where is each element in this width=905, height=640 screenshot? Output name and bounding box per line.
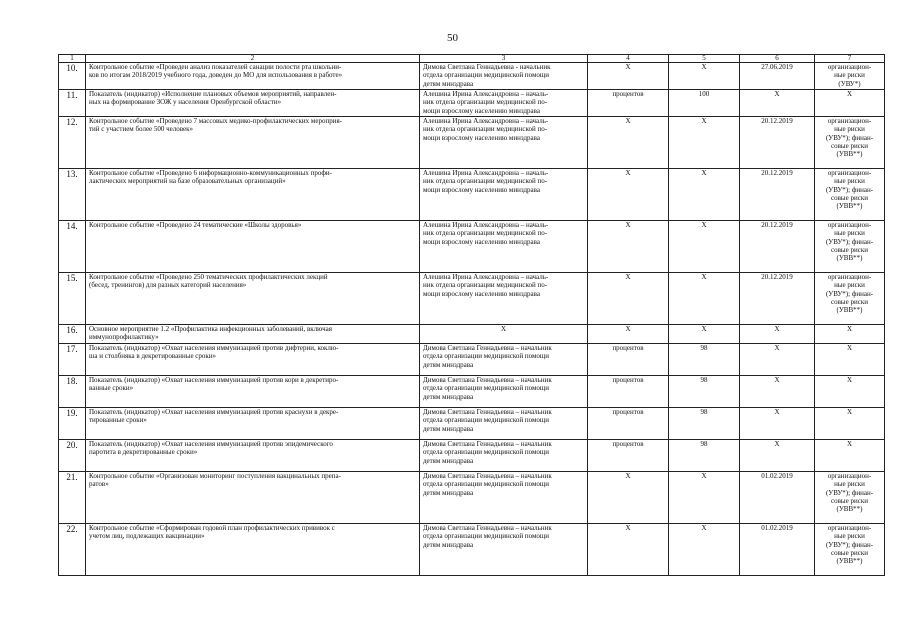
- row-description: Контрольное событие «Проведено 7 массовых медико-профилактических мероприя- тий с участием более 500 человек»: [86, 117, 420, 169]
- row-date: X: [740, 90, 815, 117]
- row-number: 21.: [59, 472, 86, 524]
- row-risks: организацион- ные риски (УВУ*); финан- совые риски (УВВ**): [815, 221, 885, 273]
- table-row: [59, 221, 885, 273]
- row-number: 15.: [59, 273, 86, 325]
- row-responsible: Димова Светлана Геннадьевна – начальник отдела организации медицинской помощи детям минздрава: [420, 376, 588, 408]
- row-unit: X: [588, 169, 669, 221]
- row-risks: X: [815, 90, 885, 117]
- row-responsible: Алешина Ирина Александровна – началь- ник отдела организации медицинской по- мощи взрослому населению минздрава: [420, 221, 588, 273]
- column-number: 6: [740, 55, 815, 63]
- row-responsible: Димова Светлана Геннадьевна – начальник отдела организации медицинской помощи детям минздрава: [420, 344, 588, 376]
- table-row: [59, 408, 885, 440]
- column-number: 1: [59, 55, 86, 63]
- row-description: Контрольное событие «Проведено 24 тематические «Школы здоровья»: [86, 221, 420, 273]
- table-row: [59, 169, 885, 221]
- row-description: Контрольное событие «Организован мониторинг поступления вакцинальных препа- ратов»: [86, 472, 420, 524]
- row-value: X: [669, 63, 740, 90]
- row-risks: X: [815, 408, 885, 440]
- table-row: [59, 90, 885, 117]
- row-description: Показатель (индикатор) «Исполнение плановых объемов мероприятий, направлен- ных на формирование ЗОЖ у населения Оренбургской области»: [86, 90, 420, 117]
- row-unit: процентов: [588, 344, 669, 376]
- row-description: Показатель (индикатор) «Охват населения иммунизацией против краснухи в декре- тированные сроки»: [86, 408, 420, 440]
- table-row: [59, 273, 885, 325]
- column-number: 3: [420, 55, 588, 63]
- row-date: 20.12.2019: [740, 169, 815, 221]
- row-number: 13.: [59, 169, 86, 221]
- row-value: X: [669, 169, 740, 221]
- row-unit: процентов: [588, 376, 669, 408]
- column-number: 7: [815, 55, 885, 63]
- row-responsible: Димова Светлана Геннадьевна – начальник отдела организации медицинской помощи детям минздрава: [420, 472, 588, 524]
- row-unit: процентов: [588, 90, 669, 117]
- row-unit: X: [588, 325, 669, 344]
- row-risks: X: [815, 440, 885, 472]
- row-risks: организацион- ные риски (УВУ*): [815, 63, 885, 90]
- row-date: X: [740, 325, 815, 344]
- row-description: Контрольное событие «Проведено 6 информационно-коммуникационных профи- лактических мероприятий на базе образовательных организаций»: [86, 169, 420, 221]
- table-row: [59, 524, 885, 576]
- page-number: 50: [447, 32, 458, 44]
- row-value: X: [669, 325, 740, 344]
- row-unit: процентов: [588, 440, 669, 472]
- row-unit: X: [588, 221, 669, 273]
- row-number: 17.: [59, 344, 86, 376]
- row-description: Контрольное событие «Проведен анализ показателей санации полости рта школьни- ков по итогам 2018/2019 учебного года, доведен до МО для использования в работе»: [86, 63, 420, 90]
- row-responsible: Алешина Ирина Александровна – началь- ник отдела организации медицинской по- мощи взрослому населению минздрава: [420, 273, 588, 325]
- row-value: 98: [669, 408, 740, 440]
- row-description: Показатель (индикатор) «Охват населения иммунизацией против кори в декретиро- ванные сроки»: [86, 376, 420, 408]
- table-row: [59, 117, 885, 169]
- row-value: X: [669, 221, 740, 273]
- column-number: 2: [86, 55, 420, 63]
- row-risks: организацион- ные риски (УВУ*); финан- совые риски (УВВ**): [815, 273, 885, 325]
- row-number: 12.: [59, 117, 86, 169]
- table-row: [59, 63, 885, 90]
- row-risks: X: [815, 325, 885, 344]
- row-unit: X: [588, 63, 669, 90]
- row-date: 20.12.2019: [740, 273, 815, 325]
- row-unit: X: [588, 273, 669, 325]
- row-date: 20.12.2019: [740, 117, 815, 169]
- row-description: Контрольное событие «Проведено 250 тематических профилактических лекций (бесед, тренингов) для разных категорий населения»: [86, 273, 420, 325]
- row-number: 16.: [59, 325, 86, 344]
- table-row: [59, 440, 885, 472]
- column-number: 4: [588, 55, 669, 63]
- row-description: Контрольное событие «Сформирован годовой план профилактических прививок с учетом лиц, подлежащих вакцинации»: [86, 524, 420, 576]
- row-number: 22.: [59, 524, 86, 576]
- row-responsible: Алешина Ирина Александровна – началь- ник отдела организации медицинской по- мощи взрослому населению минздрава: [420, 90, 588, 117]
- row-number: 19.: [59, 408, 86, 440]
- row-value: X: [669, 472, 740, 524]
- row-date: X: [740, 376, 815, 408]
- row-description: Показатель (индикатор) «Охват населения иммунизацией против эпидемического паротита в декретированные сроки»: [86, 440, 420, 472]
- row-value: 98: [669, 344, 740, 376]
- row-responsible: Алешина Ирина Александровна – началь- ник отдела организации медицинской по- мощи взрослому населению минздрава: [420, 169, 588, 221]
- row-value: 98: [669, 440, 740, 472]
- row-date: 27.06.2019: [740, 63, 815, 90]
- table-row: [59, 344, 885, 376]
- row-unit: процентов: [588, 408, 669, 440]
- plan-table: [58, 54, 885, 576]
- row-date: 01.02.2019: [740, 472, 815, 524]
- row-date: X: [740, 344, 815, 376]
- row-value: X: [669, 524, 740, 576]
- row-risks: организацион- ные риски (УВУ*); финан- совые риски (УВВ**): [815, 117, 885, 169]
- row-description: Основное мероприятие 1.2 «Профилактика инфекционных заболеваний, включая иммунопрофилактику»: [86, 325, 420, 344]
- table-row: [59, 325, 885, 344]
- row-risks: организацион- ные риски (УВУ*); финан- совые риски (УВВ**): [815, 472, 885, 524]
- row-date: X: [740, 408, 815, 440]
- row-number: 11.: [59, 90, 86, 117]
- row-number: 18.: [59, 376, 86, 408]
- row-number: 20.: [59, 440, 86, 472]
- row-responsible: Алешина Ирина Александровна – началь- ник отдела организации медицинской по- мощи взрослому населению минздрава: [420, 117, 588, 169]
- row-value: 100: [669, 90, 740, 117]
- row-value: X: [669, 117, 740, 169]
- row-responsible: Димова Светлана Геннадьевна – начальник отдела организации медицинской помощи детям минздрава: [420, 440, 588, 472]
- row-risks: организацион- ные риски (УВУ*); финан- совые риски (УВВ**): [815, 524, 885, 576]
- row-responsible: Димова Светлана Геннадьевна – начальник отдела организации медицинской помощи детям минздрава: [420, 524, 588, 576]
- column-number-row: [59, 55, 885, 63]
- row-value: 98: [669, 376, 740, 408]
- row-number: 14.: [59, 221, 86, 273]
- row-date: X: [740, 440, 815, 472]
- table-row: [59, 472, 885, 524]
- column-number: 5: [669, 55, 740, 63]
- row-date: 01.02.2019: [740, 524, 815, 576]
- row-description: Показатель (индикатор) «Охват населения иммунизацией против дифтерии, коклю- ша и столбняка в декретированные сроки»: [86, 344, 420, 376]
- row-responsible: Димова Светлана Геннадьевна - начальник отдела организации медицинской помощи детям минздрава: [420, 63, 588, 90]
- row-risks: X: [815, 376, 885, 408]
- row-responsible: X: [420, 325, 588, 344]
- row-risks: организацион- ные риски (УВУ*); финан- совые риски (УВВ**): [815, 169, 885, 221]
- table-row: [59, 376, 885, 408]
- row-number: 10.: [59, 63, 86, 90]
- row-date: 20.12.2019: [740, 221, 815, 273]
- row-value: X: [669, 273, 740, 325]
- row-unit: X: [588, 472, 669, 524]
- row-risks: X: [815, 344, 885, 376]
- row-responsible: Димова Светлана Геннадьевна – начальник отдела организации медицинской помощи детям минздрава: [420, 408, 588, 440]
- row-unit: X: [588, 117, 669, 169]
- row-unit: X: [588, 524, 669, 576]
